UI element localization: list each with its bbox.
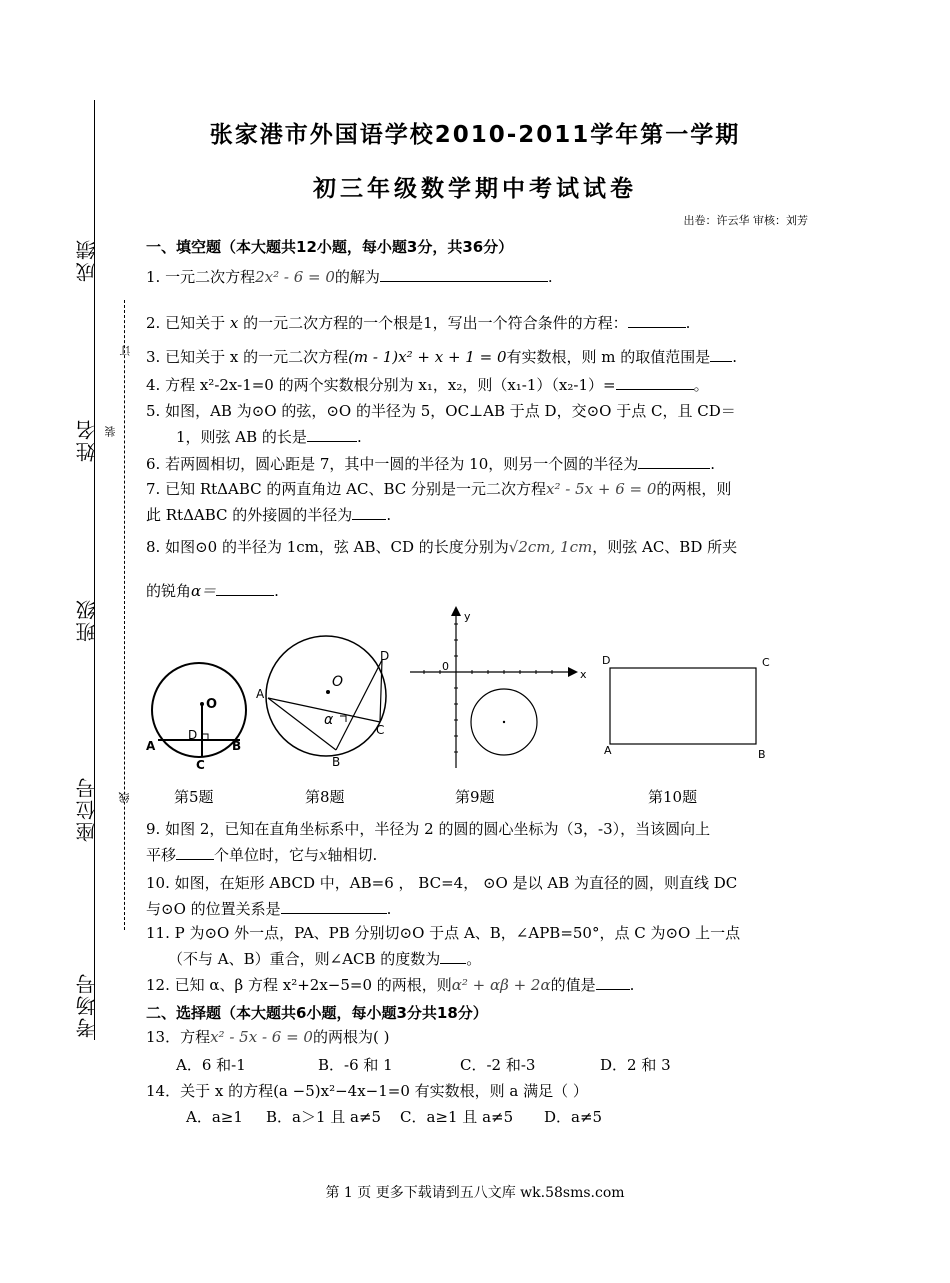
fig9-label-x: x [580, 668, 587, 681]
q14-option-b[interactable]: B．a＞1 且 a≠5 [266, 1108, 382, 1126]
q14-option-a[interactable]: A．a≥1 [186, 1108, 243, 1126]
margin-line-dashed [124, 300, 125, 930]
question-7: 7. 已知 RtΔABC 的两直角边 AC、BC 分别是一元二次方程x² - 5x + 6 = 0的两根，则 此 RtΔABC 的外接圆的半径为 . [146, 480, 732, 524]
q14-option-d[interactable]: D．a≠5 [544, 1108, 603, 1126]
margin-score-label: 成绩 [75, 238, 99, 282]
exam-title-line1: 张家港市外国语学校2010-2011学年第一学期 [209, 122, 741, 148]
q2-answer-blank[interactable] [628, 327, 686, 328]
fig9-x-arrow [568, 667, 578, 677]
caption-fig5: 第5题 [174, 788, 214, 806]
figure-9 [406, 604, 596, 774]
page-footer: 第 1 页 更多下载请到五八文库 wk.58sms.com [325, 1185, 625, 1201]
q1-equation: 2x² - 6 = 0 [255, 268, 335, 286]
question-8: 8. 如图⊙0 的半径为 1cm，弦 AB、CD 的长度分别为√2cm, 1cm，则弦 AC、BD 所夹 的锐角α＝ . [146, 538, 738, 600]
fig8-label-o: O [332, 674, 344, 690]
question-2: 2. 已知关于 x 的一元二次方程的一个根是1，写出一个符合条件的方程： . [146, 314, 691, 332]
q14-option-c[interactable]: C．a≥1 且 a≠5 [400, 1108, 514, 1126]
exam-byline: 出卷：许云华 审核：刘芳 [683, 214, 808, 227]
q13-option-b[interactable]: B．-6 和 1 [318, 1056, 393, 1074]
fig9-label-y: y [464, 610, 471, 623]
q5-answer-blank[interactable] [307, 441, 357, 442]
question-1: 1. 一元二次方程2x² - 6 = 0的解为 . [146, 268, 553, 286]
q3-answer-blank[interactable] [710, 361, 732, 362]
fig5-label-d: D [188, 728, 198, 742]
q10-answer-blank[interactable] [281, 913, 387, 914]
fig10-rectangle [610, 668, 756, 744]
q1-answer-blank[interactable] [380, 281, 548, 282]
margin-name-label: 姓名 [75, 418, 99, 462]
figure-8 [256, 630, 396, 780]
fig8-label-d: D [380, 649, 390, 663]
question-11: 11. P 为⊙O 外一点，PA、PB 分别切⊙O 于点 A、B，∠APB=50°，点 C 为⊙O 上一点 （不与 A、B）重合，则∠ACB 的度数为 。 [146, 924, 741, 968]
fig9-label-origin: 0 [442, 660, 449, 673]
q13-equation: x² - 5x - 6 = 0 [210, 1028, 313, 1046]
question-6: 6. 若两圆相切，圆心距是 7，其中一圆的半径为 10，则另一个圆的半径为 . [146, 455, 716, 473]
question-9: 9. 如图 2，已知在直角坐标系中，半径为 2 的圆的圆心坐标为（3，-3），当该圆向上 平移 个单位时，它与x轴相切. [146, 820, 711, 864]
fig8-label-b: B [332, 755, 341, 769]
fig8-angle-mark [340, 716, 346, 722]
q8-lengths: √2cm, 1cm [508, 538, 593, 556]
exam-title-line2: 初三年级数学期中考试试卷 [313, 176, 637, 202]
margin-room-label: 考场号 [75, 972, 99, 1038]
q12-expression: α² + αβ + 2α [451, 976, 551, 994]
fig9-center-dot [503, 721, 505, 723]
q3-equation: (m - 1)x² + x + 1 = 0 [348, 348, 507, 366]
fig5-label-a: A [146, 739, 156, 753]
margin-ding-mark: 订 [119, 345, 132, 356]
caption-fig8: 第8题 [305, 788, 345, 806]
question-14: 14．关于 x 的方程(a −5)x²−4x−1=0 有实数根，则 a 满足（ ） [146, 1082, 588, 1100]
fig8-center-dot [326, 690, 330, 694]
q11-answer-blank[interactable] [440, 963, 466, 964]
figure-5 [146, 652, 250, 772]
question-12: 12. 已知 α、β 方程 x²+2x−5=0 的两根，则α² + αβ + 2α的值是 . [146, 976, 635, 994]
question-4: 4. 方程 x²-2x-1=0 的两个实数根分别为 x₁，x₂，则（x₁-1）（x₂-1）= 。 [146, 376, 709, 394]
section1-heading: 一、填空题（本大题共12小题，每小题3分，共36分） [146, 238, 514, 256]
q4-answer-blank[interactable] [616, 389, 694, 390]
question-3: 3. 已知关于 x 的一元二次方程(m - 1)x² + x + 1 = 0有实数根，则 m 的取值范围是 . [146, 348, 738, 366]
q7-answer-blank[interactable] [352, 519, 386, 520]
fig10-label-a: A [604, 744, 612, 757]
section2-heading: 二、选择题（本大题共6小题，每小题3分共18分） [146, 1004, 488, 1022]
fig8-label-c: C [376, 723, 385, 737]
margin-zhuang-mark: 装 [104, 426, 117, 437]
fig9-ticks [424, 624, 552, 752]
q12-answer-blank[interactable] [596, 989, 630, 990]
figure-10 [598, 650, 778, 762]
fig10-label-c: C [762, 656, 770, 669]
fig10-label-b: B [758, 748, 766, 761]
caption-fig10: 第10题 [648, 788, 698, 806]
question-10: 10. 如图，在矩形 ABCD 中，AB=6 ， BC=4， ⊙O 是以 AB 为直径的圆，则直线 DC 与⊙O 的位置关系是 . [146, 874, 738, 918]
margin-class-label: 班级 [75, 598, 99, 642]
q13-option-d[interactable]: D．2 和 3 [600, 1056, 671, 1074]
fig5-center-dot [200, 702, 204, 706]
fig9-y-arrow [451, 606, 461, 616]
q13-option-a[interactable]: A．6 和-1 [176, 1056, 246, 1074]
fig5-label-o: O [206, 697, 218, 712]
q6-answer-blank[interactable] [638, 468, 710, 469]
question-13: 13．方程x² - 5x - 6 = 0的两根为( ) [146, 1028, 390, 1046]
q9-answer-blank[interactable] [176, 859, 214, 860]
fig10-label-d: D [602, 654, 611, 667]
fig8-circle [266, 636, 386, 756]
margin-xian-mark: 线 [118, 792, 131, 803]
fig5-label-b: B [232, 739, 242, 753]
question-5: 5. 如图，AB 为⊙O 的弦，⊙O 的半径为 5，OC⊥AB 于点 D，交⊙O 于点 C，且 CD＝ 1，则弦 AB 的长是 . [146, 402, 736, 446]
q8-answer-blank[interactable] [216, 595, 274, 596]
fig8-label-a: A [256, 687, 265, 701]
caption-fig9: 第9题 [455, 788, 495, 806]
fig5-label-c: C [196, 758, 205, 772]
q7-equation: x² - 5x + 6 = 0 [546, 480, 657, 498]
fig8-label-alpha: α [324, 712, 334, 728]
q13-option-c[interactable]: C．-2 和-3 [460, 1056, 536, 1074]
margin-seat-label: 座位号 [75, 776, 99, 842]
